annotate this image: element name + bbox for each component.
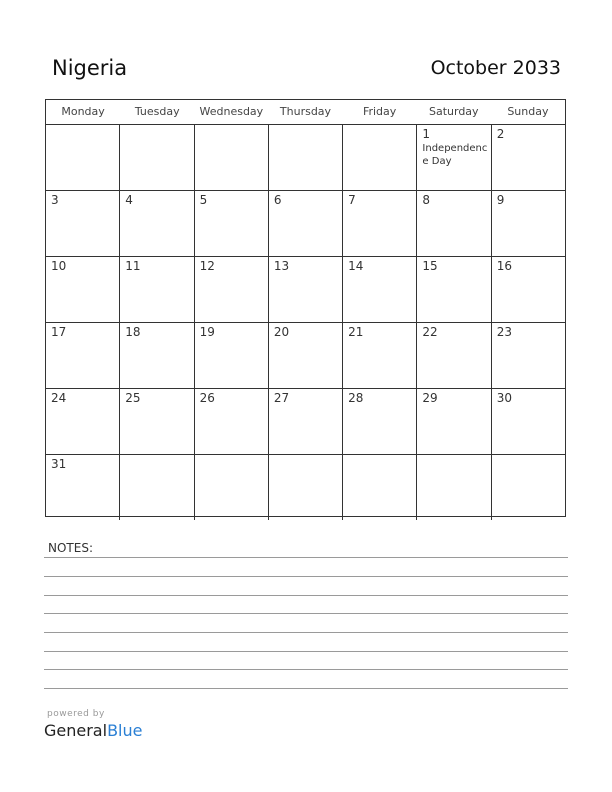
day-number: 26	[199, 391, 215, 405]
day-cell[interactable]	[417, 455, 491, 520]
day-cell[interactable]	[120, 257, 194, 322]
day-cell[interactable]	[46, 257, 120, 322]
day-number: 7	[348, 193, 356, 207]
week-row	[46, 389, 565, 455]
brand-logo[interactable]	[44, 721, 142, 740]
day-cell[interactable]	[417, 389, 491, 454]
day-cell[interactable]	[343, 323, 417, 388]
day-cell[interactable]	[269, 323, 343, 388]
brand-general: General	[44, 721, 108, 740]
note-line	[44, 557, 568, 558]
day-number: 20	[273, 325, 290, 339]
day-number: 5	[199, 193, 208, 207]
day-number: 15	[422, 259, 438, 273]
day-number: 10	[51, 259, 67, 273]
day-cell[interactable]	[492, 125, 565, 190]
day-number: 16	[496, 259, 512, 273]
day-cell[interactable]	[417, 257, 491, 322]
day-number: 19	[199, 325, 215, 339]
day-number: 17	[51, 325, 67, 339]
day-number: 6	[273, 193, 282, 207]
week-row	[46, 191, 565, 257]
day-cell[interactable]	[492, 191, 565, 256]
note-line	[44, 688, 568, 689]
day-number: 8	[422, 193, 431, 207]
note-line	[44, 632, 568, 633]
week-row	[46, 125, 565, 191]
day-cell[interactable]	[195, 191, 269, 256]
day-cell[interactable]	[343, 191, 417, 256]
day-number: 29	[422, 391, 438, 405]
day-cell[interactable]	[46, 389, 120, 454]
day-cell[interactable]	[195, 389, 269, 454]
day-cell[interactable]	[269, 257, 343, 322]
brand-blue: Blue	[107, 721, 143, 740]
weekday-wednesday: Wednesday	[199, 105, 264, 118]
day-cell[interactable]	[343, 257, 417, 322]
day-number: 4	[125, 193, 133, 207]
weekday-friday: Friday	[362, 105, 397, 118]
day-cell[interactable]	[269, 455, 343, 520]
day-cell[interactable]	[120, 389, 194, 454]
day-cell[interactable]	[46, 191, 120, 256]
notes-label: NOTES:	[48, 541, 93, 555]
day-cell[interactable]	[269, 389, 343, 454]
calendar-grid	[45, 99, 566, 517]
day-cell[interactable]	[46, 125, 120, 190]
weekday-thursday: Thursday	[279, 105, 332, 118]
day-number: 1	[422, 127, 431, 141]
powered-by-text: powered by	[47, 709, 105, 719]
note-line	[44, 651, 568, 652]
day-number: 9	[496, 193, 505, 207]
day-cell[interactable]	[46, 455, 120, 520]
day-number: 22	[422, 325, 438, 339]
country-title: Nigeria	[52, 56, 128, 80]
weekday-saturday: Saturday	[428, 105, 479, 118]
day-cell[interactable]	[343, 125, 417, 190]
day-cell[interactable]	[120, 125, 194, 190]
day-cell[interactable]	[492, 389, 565, 454]
note-line	[44, 669, 568, 670]
weekday-monday: Monday	[61, 105, 105, 118]
day-number: 27	[273, 391, 290, 405]
note-line	[44, 576, 568, 577]
day-cell[interactable]	[195, 323, 269, 388]
day-cell[interactable]	[343, 389, 417, 454]
day-cell[interactable]	[46, 323, 120, 388]
day-number: 30	[496, 391, 512, 405]
day-number: 25	[125, 391, 141, 405]
day-cell[interactable]	[269, 125, 343, 190]
day-cell[interactable]	[492, 257, 565, 322]
day-cell[interactable]	[120, 323, 194, 388]
day-number: 28	[348, 391, 364, 405]
day-number: 31	[51, 457, 67, 471]
day-cell[interactable]	[492, 323, 565, 388]
day-number: 14	[348, 259, 364, 273]
day-number: 12	[199, 259, 215, 273]
day-cell[interactable]	[343, 455, 417, 520]
day-cell[interactable]	[269, 191, 343, 256]
day-cell[interactable]	[195, 125, 269, 190]
holiday-label: Independence Day	[422, 143, 488, 167]
week-row	[46, 323, 565, 389]
weekday-sunday: Sunday	[507, 105, 549, 118]
day-cell[interactable]	[120, 455, 194, 520]
day-number: 23	[496, 325, 512, 339]
day-number: 11	[125, 259, 141, 273]
weekday-header	[46, 100, 565, 125]
day-cell[interactable]	[195, 257, 269, 322]
note-line	[44, 595, 568, 596]
day-number: 18	[125, 325, 141, 339]
day-cell[interactable]	[417, 191, 491, 256]
note-line	[44, 613, 568, 614]
day-cell[interactable]	[492, 455, 565, 520]
day-number: 21	[348, 325, 364, 339]
weekday-tuesday: Tuesday	[134, 105, 180, 118]
day-number: 24	[51, 391, 67, 405]
day-number: 2	[496, 127, 505, 141]
day-cell[interactable]	[120, 191, 194, 256]
day-cell[interactable]	[417, 323, 491, 388]
month-title: October 2033	[430, 57, 561, 79]
week-row	[46, 257, 565, 323]
day-cell[interactable]	[417, 125, 491, 190]
day-number: 13	[273, 259, 290, 273]
week-row	[46, 455, 565, 520]
day-cell[interactable]	[195, 455, 269, 520]
day-number: 3	[51, 193, 59, 207]
